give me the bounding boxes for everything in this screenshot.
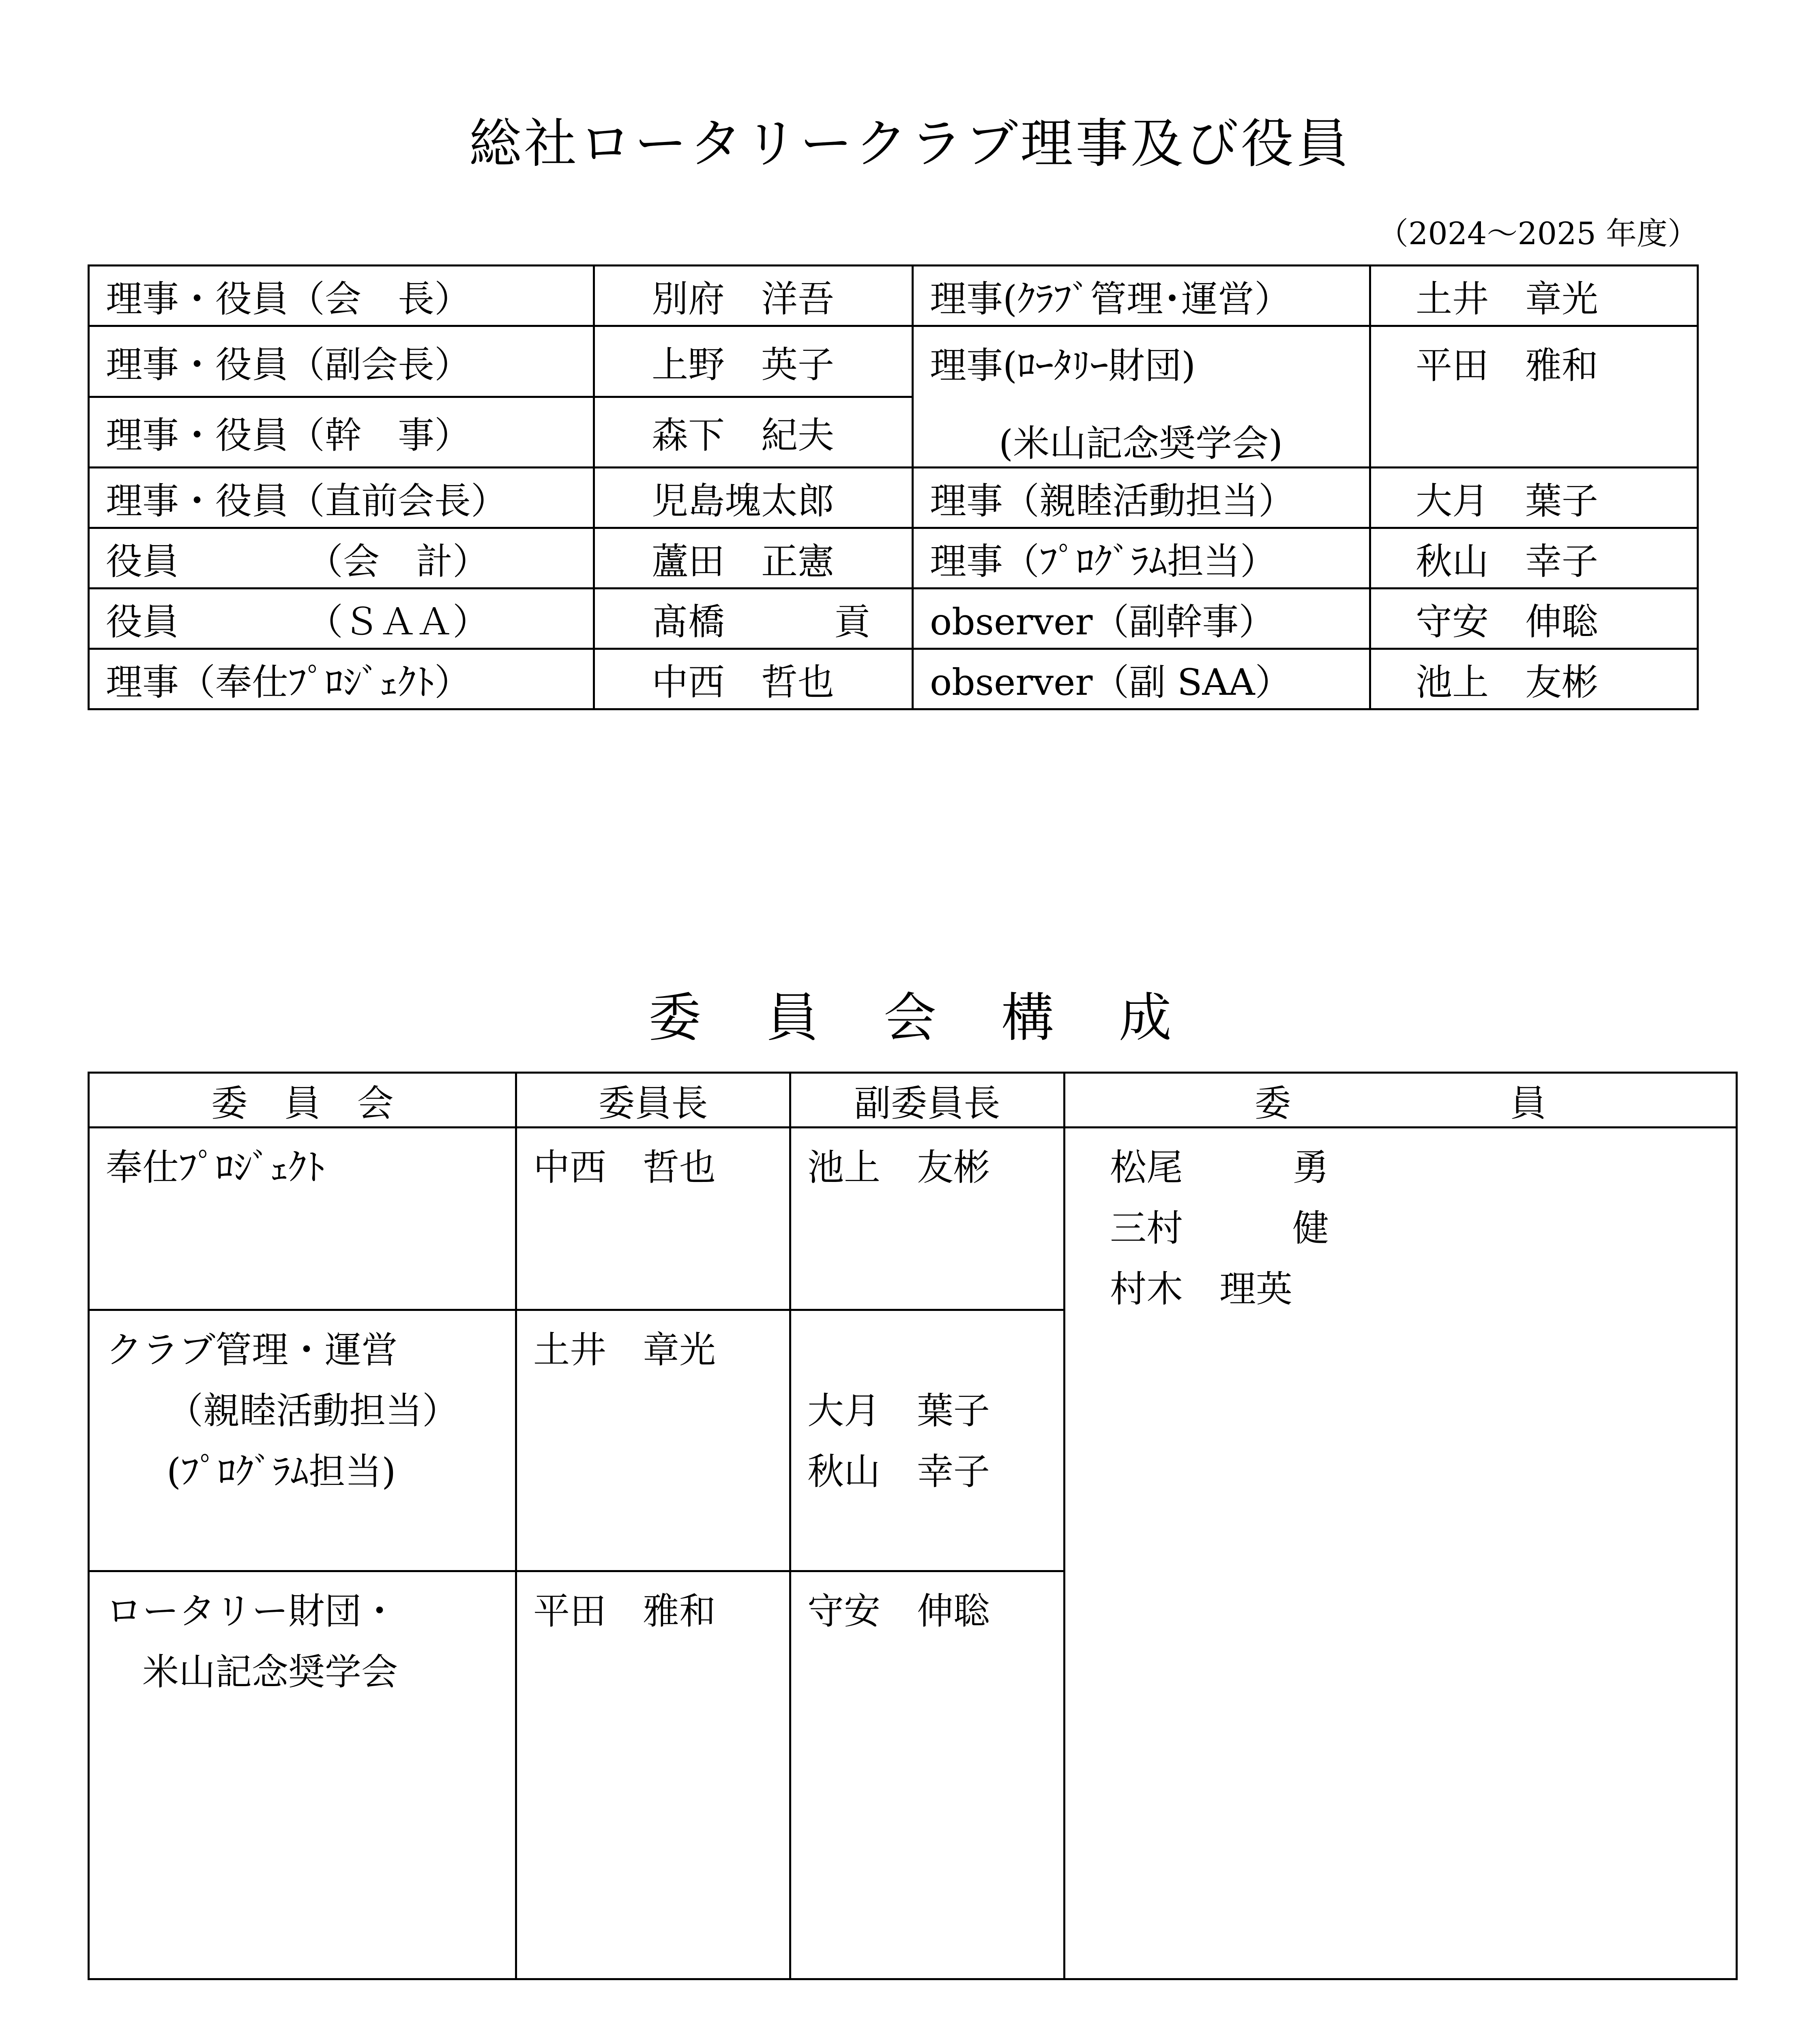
committee-name-line: 奉仕ﾌﾟﾛｼﾞｪｸﾄ bbox=[106, 1146, 325, 1189]
officer-row bbox=[89, 266, 1698, 326]
committee-header-row bbox=[89, 1073, 1737, 1128]
committee-name-line: 米山記念奨学会 bbox=[142, 1651, 398, 1693]
officer-row bbox=[89, 326, 1698, 397]
officer-role: 理事（奉仕ﾌﾟﾛｼﾞｪｸﾄ） bbox=[89, 649, 594, 709]
header-members: 委 員 bbox=[1065, 1073, 1737, 1128]
officer-row bbox=[89, 649, 1698, 709]
vice-chair-name: 池上 友彬 bbox=[807, 1146, 990, 1189]
officer-name: 髙橋 貢 bbox=[594, 589, 913, 649]
committee-name bbox=[89, 1128, 516, 1310]
officer-name: 中西 哲也 bbox=[594, 649, 913, 709]
officer-role: 理事（親睦活動担当） bbox=[913, 468, 1370, 528]
committee-name-line: クラブ管理・運営 bbox=[106, 1329, 398, 1371]
officer-name: 平田 雅和 bbox=[1370, 326, 1698, 468]
chair-name: 平田 雅和 bbox=[533, 1590, 716, 1633]
officer-role: 理事・役員（幹 事） bbox=[89, 397, 594, 468]
committee-name-line: (ﾌﾟﾛｸﾞﾗﾑ担当) bbox=[167, 1450, 396, 1493]
committee-title-char: 委 bbox=[648, 987, 701, 1048]
committee-row bbox=[89, 1128, 1737, 1310]
committee-title bbox=[0, 975, 1820, 1051]
officer-role: 理事・役員（副会長） bbox=[89, 326, 594, 397]
committee-vice-chair bbox=[790, 1128, 1065, 1310]
chair-name: 中西 哲也 bbox=[533, 1146, 716, 1189]
officer-name: 児島塊太郎 bbox=[594, 468, 913, 528]
committee-table bbox=[88, 1072, 1738, 1980]
committee-vice-chair bbox=[790, 1571, 1065, 1979]
committee-name bbox=[89, 1310, 516, 1571]
committee-vice-chair bbox=[790, 1310, 1065, 1571]
officer-role: observer（副幹事） bbox=[913, 589, 1370, 649]
officer-role: observer（副 SAA） bbox=[913, 649, 1370, 709]
officer-row bbox=[89, 528, 1698, 589]
officer-name: 池上 友彬 bbox=[1370, 649, 1698, 709]
header-committee: 委 員 会 bbox=[89, 1073, 516, 1128]
officer-name: 大月 葉子 bbox=[1370, 468, 1698, 528]
officer-name: 土井 章光 bbox=[1370, 266, 1698, 326]
committee-title-char: 構 bbox=[1001, 987, 1054, 1048]
officer-name: 守安 伸聡 bbox=[1370, 589, 1698, 649]
committee-members bbox=[1065, 1128, 1737, 1979]
officers-table bbox=[88, 264, 1699, 710]
chair-name: 土井 章光 bbox=[533, 1329, 716, 1371]
officer-role-line: 理事(ﾛｰﾀﾘｰ財団) bbox=[930, 344, 1196, 387]
officer-name: 秋山 幸子 bbox=[1370, 528, 1698, 589]
committee-chair bbox=[516, 1571, 790, 1979]
officer-row bbox=[89, 589, 1698, 649]
header-vice-chair: 副委員長 bbox=[790, 1073, 1065, 1128]
vice-chair-name: 秋山 幸子 bbox=[807, 1450, 990, 1493]
header-chair: 委員長 bbox=[516, 1073, 790, 1128]
committee-title-char: 会 bbox=[883, 987, 936, 1048]
committee-title-char: 成 bbox=[1119, 987, 1172, 1048]
officer-name: 森下 紀夫 bbox=[594, 397, 913, 468]
officer-role: 理事(ｸﾗﾌﾞ管理･運営） bbox=[913, 266, 1370, 326]
member-name: 三村 健 bbox=[1110, 1207, 1329, 1250]
officer-name: 別府 洋吾 bbox=[594, 266, 913, 326]
vice-chair-name bbox=[807, 1320, 1063, 1381]
committee-name-line: （親睦活動担当） bbox=[167, 1390, 459, 1432]
officer-row bbox=[89, 468, 1698, 528]
fiscal-year: （2024～2025 年度） bbox=[1378, 215, 1698, 251]
vice-chair-name: 大月 葉子 bbox=[807, 1390, 990, 1432]
committee-chair bbox=[516, 1310, 790, 1571]
vice-chair-name: 守安 伸聡 bbox=[807, 1590, 990, 1633]
officer-role-line: (米山記念奨学会) bbox=[999, 422, 1283, 465]
officer-role-foundation bbox=[913, 326, 1370, 468]
officer-role: 理事（ﾌﾟﾛｸﾞﾗﾑ担当） bbox=[913, 528, 1370, 589]
officer-name: 蘆田 正憲 bbox=[594, 528, 913, 589]
member-name: 松尾 勇 bbox=[1110, 1146, 1329, 1189]
officer-role: 理事・役員（直前会長） bbox=[89, 468, 594, 528]
committee-title-char: 員 bbox=[766, 987, 819, 1048]
committee-name bbox=[89, 1571, 516, 1979]
member-name: 村木 理英 bbox=[1110, 1268, 1292, 1310]
committee-name-line: ロータリー財団・ bbox=[106, 1590, 398, 1633]
officer-role: 役員 （ＳＡＡ） bbox=[89, 589, 594, 649]
officer-role: 理事・役員（会 長） bbox=[89, 266, 594, 326]
committee-chair bbox=[516, 1128, 790, 1310]
page-title: 総社ロータリークラブ理事及び役員 bbox=[468, 113, 1351, 174]
officer-role: 役員 （会 計） bbox=[89, 528, 594, 589]
officer-name: 上野 英子 bbox=[594, 326, 913, 397]
